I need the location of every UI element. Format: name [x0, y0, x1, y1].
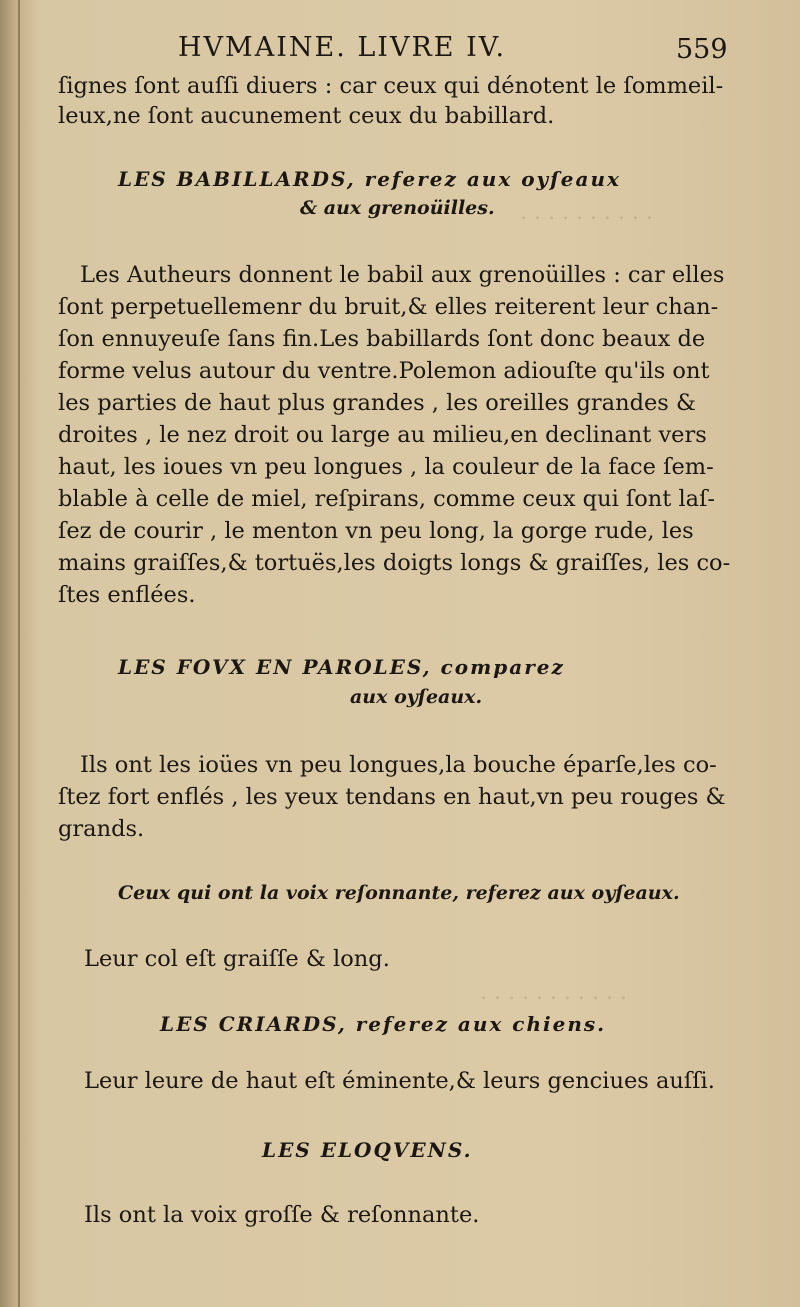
text-line: haut, les ioues vn peu longues , la couleur de la face ſem- [58, 454, 714, 480]
text-line: Les Autheurs donnent le babil aux grenoüilles : car elles [80, 262, 725, 288]
text-line: les parties de haut plus grandes , les oreilles grandes & [58, 390, 697, 416]
text-line: ſtez fort enflés , les yeux tendans en haut,vn peu rouges & [58, 784, 726, 810]
text-line: ſont perpetuellemenr du bruit,& elles reiterent leur chan- [58, 294, 719, 320]
bleed-through-text: . . . . . . . . . . [520, 200, 653, 225]
bleed-through-text: . . . . . . . . . . . [480, 980, 627, 1005]
section-heading: Ceux qui ont la voix reſonnante, referez aux oyſeaux. [118, 882, 680, 904]
text-line: blable à celle de miel, reſpirans, comme ceux qui ſont laſ- [58, 486, 716, 512]
section-heading: & aux grenoüilles. [300, 197, 495, 219]
text-line: Leur leure de haut eſt éminente,& leurs genciues auſſi. [84, 1068, 715, 1094]
section-heading: LES CRIARDS, referez aux chiens. [160, 1012, 607, 1036]
text-line: ſtes enflées. [58, 582, 196, 608]
page-number: 559 [676, 34, 728, 65]
section-heading: LES ELOQVENS. [262, 1138, 473, 1162]
text-line: ſez de courir , le menton vn peu long, la gorge rude, les [58, 518, 694, 544]
text-line: mains graiſſes,& tortuës,les doigts longs & graiſſes, les co- [58, 550, 731, 576]
text-line: leux,ne ſont aucunement ceux du babillard. [58, 103, 555, 129]
text-line: Leur col eſt graiſſe & long. [84, 946, 390, 972]
page-gutter [18, 0, 20, 1307]
text-line: ſignes ſont auſſi diuers : car ceux qui dénotent le ſommeil- [58, 73, 724, 99]
running-title: HVMAINE. LIVRE IV. [178, 32, 507, 63]
section-heading: LES BABILLARDS, referez aux oyſeaux [118, 167, 621, 191]
text-line: droites , le nez droit ou large au milieu,en declinant vers [58, 422, 707, 448]
text-line: Ils ont les ioües vn peu longues,la bouche éparſe,les co- [80, 752, 717, 778]
section-heading: aux oyſeaux. [350, 686, 483, 708]
text-line: Ils ont la voix groſſe & reſonnante. [84, 1202, 480, 1228]
section-heading: LES FOVX EN PAROLES, comparez [118, 655, 565, 679]
text-line: forme velus autour du ventre.Polemon adiouſte qu'ils ont [58, 358, 710, 384]
text-line: grands. [58, 816, 145, 842]
text-line: ſon ennuyeuſe ſans fin.Les babillards ſont donc beaux de [58, 326, 706, 352]
